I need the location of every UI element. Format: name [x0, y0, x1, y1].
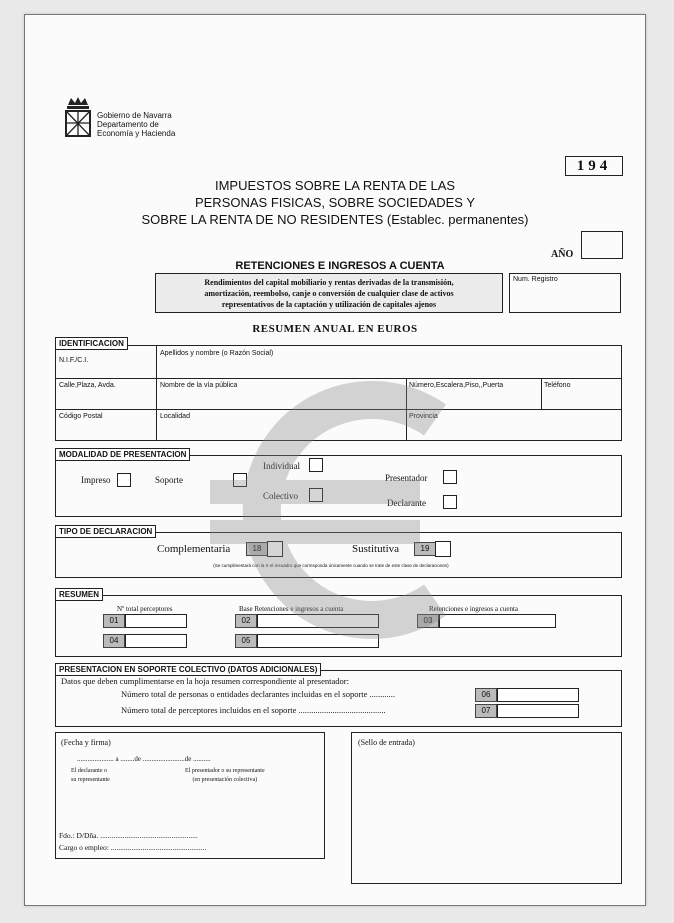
presentador-checkbox[interactable] — [443, 470, 457, 484]
complementaria-checkbox[interactable] — [267, 541, 283, 557]
tipo-section — [55, 532, 622, 578]
field-01[interactable] — [125, 614, 187, 628]
resumen-col2: Base Retenciones e ingresos a cuenta — [239, 605, 344, 613]
colectivo-checkbox[interactable] — [309, 488, 323, 502]
code-05: 05 — [235, 634, 257, 648]
presentador-label: Presentador — [385, 473, 428, 483]
code-01: 01 — [103, 614, 125, 628]
declarante-signer-2: su representante — [71, 777, 110, 783]
declarante-checkbox[interactable] — [443, 495, 457, 509]
telefono-label: Teléfono — [544, 382, 571, 389]
sello-label: (Sello de entrada) — [358, 738, 415, 747]
soporte-label: Soporte — [155, 475, 183, 485]
soporte-checkbox[interactable] — [233, 473, 247, 487]
field-02[interactable] — [257, 614, 379, 628]
tipo-title: TIPO DE DECLARACION — [55, 525, 156, 538]
org-line-1: Gobierno de Navarra — [97, 111, 172, 120]
field-05[interactable] — [257, 634, 379, 648]
impreso-label: Impreso — [81, 475, 111, 485]
title-line-2: PERSONAS FISICAS, SOBRE SOCIEDADES Y — [194, 195, 476, 210]
presentador-signer — [185, 767, 265, 785]
colectivo-label: Colectivo — [263, 491, 298, 501]
field-04[interactable] — [125, 634, 187, 648]
sustitutiva-checkbox[interactable] — [435, 541, 451, 557]
year-label: AÑO — [551, 249, 574, 260]
registro-label: Num. Registro — [513, 276, 558, 283]
field-06[interactable] — [497, 688, 579, 702]
complementaria-code: 18 — [246, 542, 268, 556]
registro-field[interactable] — [509, 273, 621, 313]
form-sheet — [24, 14, 646, 906]
nif-label: N.I.F./C.I. — [59, 357, 89, 364]
desc-line-1: Rendimientos del capital mobiliario y rentas derivadas de la transmisión, — [204, 278, 454, 287]
calle-label: Calle,Plaza, Avda. — [59, 382, 116, 389]
numero-label: Número,Escalera,Piso,,Puerta — [409, 382, 504, 389]
model-number: 194 — [565, 156, 623, 176]
field-07[interactable] — [497, 704, 579, 718]
individual-label: Individual — [263, 461, 300, 471]
org-line-3: Economía y Hacienda — [97, 129, 176, 138]
modalidad-title: MODALIDAD DE PRESENTACION — [55, 448, 190, 461]
provincia-label: Provincia — [409, 413, 438, 420]
description-box — [155, 273, 503, 313]
desc-line-2: amortización, reembolso, canje o conversión de cualquier clase de activos — [204, 289, 454, 298]
identificacion-title: IDENTIFICACION — [55, 337, 128, 350]
colectivo-intro: Datos que deben cumplimentarse en la hoja resumen correspondiente al presentador: — [61, 676, 349, 686]
presentador-signer-2: (en presentación colectiva) — [192, 777, 258, 783]
code-07: 07 — [475, 704, 497, 718]
tipo-note: (Se cumplimentará con la X el recuadro que corresponda únicamente cuando se trate de este clase de declaraciones) — [213, 563, 449, 568]
summary-title: RESUMEN ANUAL EN EUROS — [252, 323, 418, 335]
code-03: 03 — [417, 614, 439, 628]
code-06: 06 — [475, 688, 497, 702]
nombre-label: Apellidos y nombre (o Razón Social) — [160, 350, 274, 357]
modalidad-section — [55, 455, 622, 517]
localidad-label: Localidad — [160, 413, 190, 420]
sustitutiva-code: 19 — [414, 542, 436, 556]
fdo-line: Fdo.: D/Dña. .................................................... — [59, 831, 198, 840]
field-03[interactable] — [439, 614, 556, 628]
complementaria-label: Complementaria — [157, 543, 231, 555]
colectivo-line2: Número total de perceptores incluidos en el soporte ......................................... — [121, 705, 386, 715]
identificacion-section — [55, 345, 622, 441]
code-02: 02 — [235, 614, 257, 628]
title-line-3: SOBRE LA RENTA DE NO RESIDENTES (Establec. permanentes) — [141, 212, 529, 227]
org-line-2: Departamento de — [97, 120, 159, 129]
presentador-signer-1: El presentador o su representante — [185, 768, 265, 774]
resumen-title: RESUMEN — [55, 588, 103, 601]
org-name — [97, 111, 175, 138]
declarante-signer-1: El declarante o — [71, 768, 107, 774]
desc-line-3: representativos de la captación y utilización de capitales ajenos — [221, 300, 437, 309]
sustitutiva-label: Sustitutiva — [352, 543, 400, 555]
impreso-checkbox[interactable] — [117, 473, 131, 487]
form-title — [85, 177, 585, 228]
cargo-line: Cargo o empleo: ................................................... — [59, 843, 207, 852]
sello-box[interactable] — [351, 732, 622, 884]
individual-checkbox[interactable] — [309, 458, 323, 472]
declarante-signer — [71, 767, 110, 785]
cp-label: Código Postal — [59, 413, 103, 420]
title-line-1: IMPUESTOS SOBRE LA RENTA DE LAS — [214, 178, 456, 193]
via-label: Nombre de la vía pública — [160, 382, 238, 389]
resumen-col1: Nº total perceptores — [117, 605, 173, 613]
colectivo-title: PRESENTACION EN SOPORTE COLECTIVO (DATOS ADICIONALES) — [55, 663, 321, 676]
colectivo-line1: Número total de personas o entidades declarantes incluidas en el soporte ............ — [121, 689, 396, 699]
firma-title: (Fecha y firma) — [61, 738, 111, 747]
year-field[interactable] — [581, 231, 623, 259]
resumen-col3: Retenciones e ingresos a cuenta — [429, 605, 519, 613]
navarra-coat-of-arms-icon — [63, 95, 93, 139]
declarante-label: Declarante — [387, 498, 426, 508]
firma-date-line: ..................... a ........de ........................de .......... — [77, 755, 211, 763]
code-04: 04 — [103, 634, 125, 648]
section-subtitle: RETENCIONES E INGRESOS A CUENTA — [235, 260, 445, 272]
